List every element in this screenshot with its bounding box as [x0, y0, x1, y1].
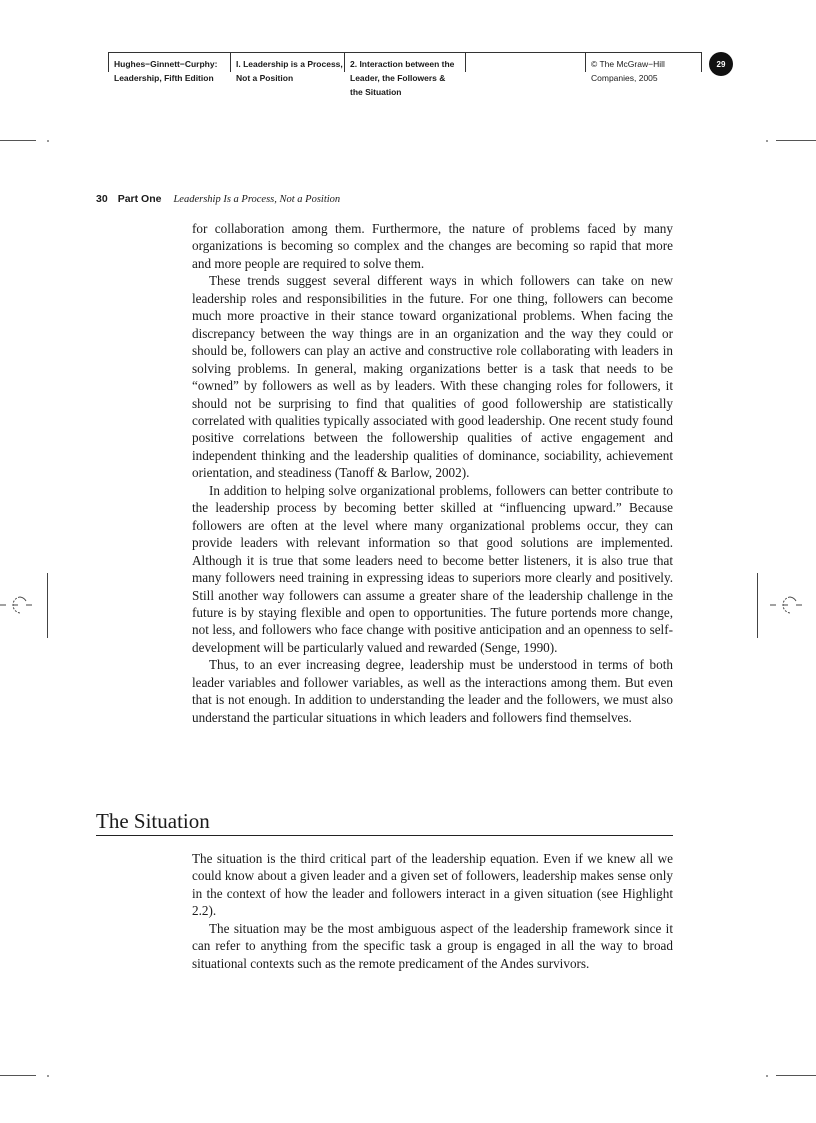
- section-heading: The Situation: [96, 808, 673, 836]
- header-copyright: © The McGraw−Hill Companies, 2005: [591, 59, 665, 83]
- crop-mark: [776, 1075, 816, 1076]
- header-rule: [701, 52, 702, 72]
- running-title: Leadership Is a Process, Not a Position: [173, 194, 341, 205]
- crop-mark: [0, 140, 36, 141]
- paragraph: The situation may be the most ambiguous aspect of the leadership framework since it can refer to anything from the specific task a group is engaged in all the way to broad situational contexts such as the remote predicament of the Andes survivors.: [192, 920, 673, 971]
- crop-dot: [47, 140, 49, 142]
- crop-dot: [766, 1075, 768, 1077]
- header-rule: [230, 52, 231, 72]
- crop-dot: [766, 140, 768, 142]
- header-book-title: Hughes−Ginnett−Curphy: Leadership, Fifth Edition: [114, 59, 218, 83]
- header-chapter-title: 2. Interaction between the Leader, the Followers & the Situation: [350, 59, 455, 97]
- paragraph: Thus, to an ever increasing degree, leadership must be understood in terms of both leader variables and follower variables, as well as the interactions among them. But even that is not enough. In addition to understanding the leader and the followers, we must also understand the particular situations in which leaders and followers find themselves.: [192, 657, 673, 725]
- section-body-text: [192, 850, 673, 972]
- header-rule: [585, 52, 586, 72]
- header-rule: [108, 52, 702, 53]
- header-part-title: I. Leadership is a Process, Not a Position: [236, 59, 343, 83]
- body-text: [192, 220, 673, 726]
- page-number: 30: [96, 193, 108, 205]
- registration-mark-icon: [0, 590, 46, 620]
- header-rule: [344, 52, 345, 72]
- book-header: [108, 52, 702, 102]
- paragraph: The situation is the third critical part of the leadership equation. Even if we knew all we could know about a given leader and a given set of followers, leadership makes sense only in the context of how the leader and followers interact in a given situation (see Highlight 2.2).: [192, 851, 673, 919]
- running-head: [96, 189, 340, 207]
- paragraph: In addition to helping solve organizational problems, followers can better contribute to the leadership process by becoming better skilled at “influencing upward.” Because followers are often at the level where many organizational problems occur, they can provide leaders with relevant information so that good solutions are implemented. Although it is true that some leaders need to become better listeners, it is also true that many followers need training in expressing ideas to superiors more clearly and positively. Still another way followers can assume a greater share of the leadership challenge in the future is by staying flexible and open to opportunities. The future portends more change, not less, and followers who face change with positive anticipation and an openness to self-development will be particularly valued and rewarded (Senge, 1990).: [192, 482, 673, 655]
- header-rule: [108, 52, 109, 72]
- registration-line: [757, 573, 758, 638]
- registration-line: [47, 573, 48, 638]
- part-label: Part One: [117, 193, 162, 205]
- paragraph: These trends suggest several different ways in which followers can take on new leadership roles and responsibilities in the future. For one thing, followers can become much more proactive in their stance toward organizational problems. When facing the discrepancy between the way things are in an organization and the way they could or should be, followers can play an active and constructive role collaborating with leaders in solving problems. In general, making organizations better is a task that needs to be “owned” by followers as well as by leaders. With these changing roles for followers, it should not be surprising to find that qualities of good followership are statistically correlated with qualities typically associated with good leadership. One recent study found positive correlations between the followership qualities of active engagement and independent thinking and the leadership qualities of dominance, sociability, achievement orientation, and steadiness (Tanoff & Barlow, 2002).: [192, 273, 673, 481]
- header-rule: [465, 52, 466, 72]
- paragraph: for collaboration among them. Furthermore, the nature of problems faced by many organizations is becoming so complex and the changes are becoming so rapid that more and more people are required to solve them.: [192, 221, 673, 271]
- page-number-badge: 29: [709, 52, 733, 76]
- registration-mark-icon: [770, 590, 816, 620]
- crop-dot: [47, 1075, 49, 1077]
- crop-mark: [776, 140, 816, 141]
- crop-mark: [0, 1075, 36, 1076]
